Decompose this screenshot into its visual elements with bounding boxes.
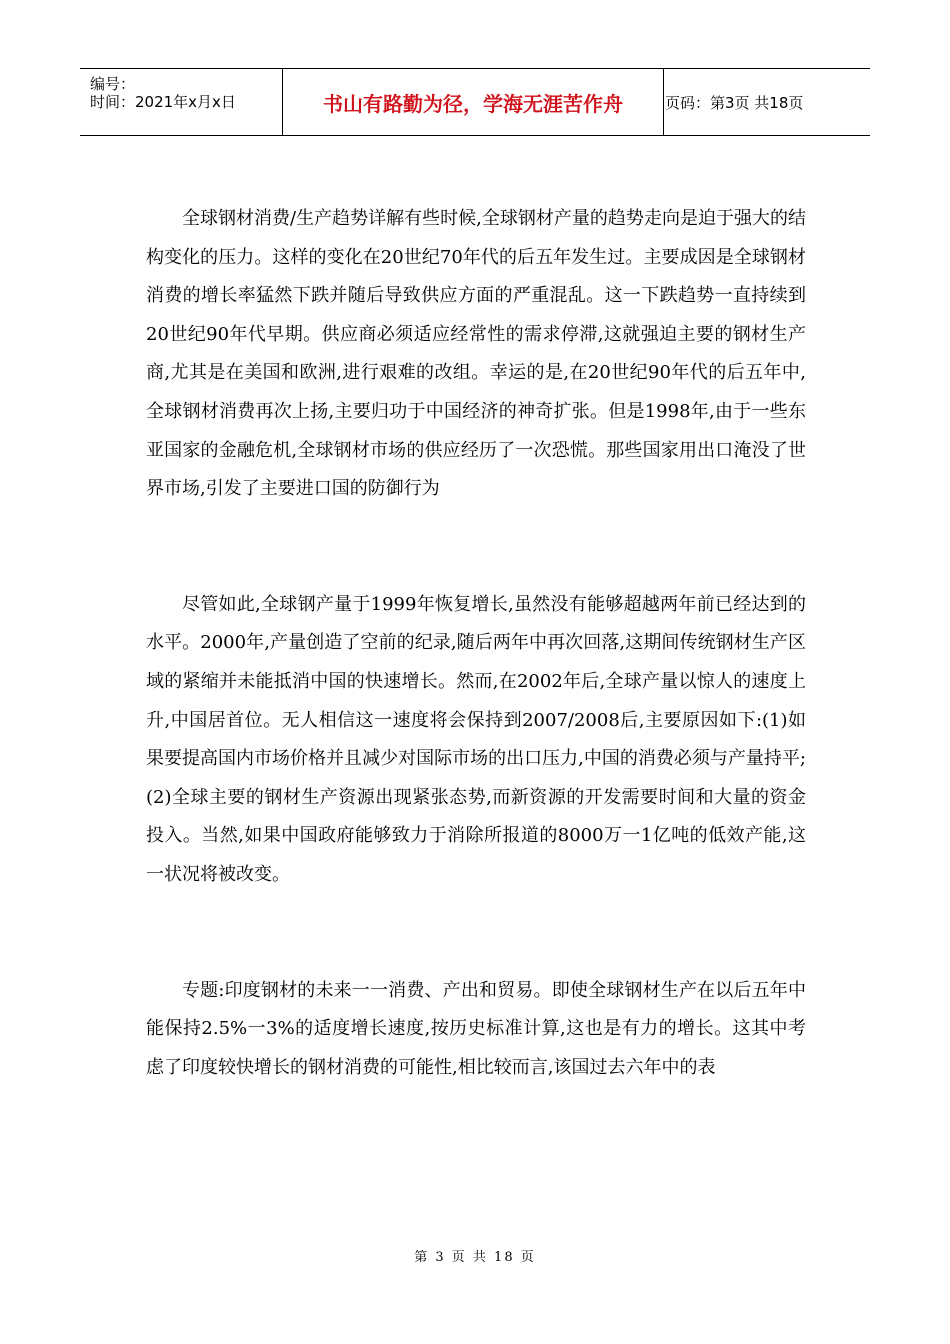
header-meta [80, 69, 282, 135]
header-page-info: 页码：第3页 共18页 [665, 93, 804, 112]
paragraph-2: 尽管如此,全球钢产量于1999年恢复增长,虽然没有能够超越两年前已经达到的水平。2000年,产量创造了空前的纪录,随后两年中再次回落,这期间传统钢材生产区域的紧缩并未能抵消中国的快速增长。然而,在2002年后,全球产量以惊人的速度上升,中国居首位。无人相信这一速度将会保持到2007/2008后,主要原因如下:(1)如果要提高国内市场价格并且减少对国际市场的出口压力,中国的消费必须与产量持平;(2)全球主要的钢材生产资源出现紧张态势,而新资源的开发需要时间和大量的资金投入。当然,如果中国政府能够致力于消除所报道的8000万一1亿吨的低效产能,这一状况将被改变。 [146, 593, 806, 885]
page-footer: 第 3 页 共 18 页 [414, 1250, 536, 1265]
paragraph-3: 专题:印度钢材的未来一一消费、产出和贸易。即使全球钢材生产在以后五年中能保持2.5%一3%的适度增长速度,按历史标准计算,这也是有力的增长。这其中考虑了印度较快增长的钢材消费的可能性,相比较而言,该国过去六年中的表 [146, 979, 806, 1078]
document-body [146, 200, 806, 1164]
page-header [80, 68, 870, 136]
document-date-label: 时间：2021年x月x日 [90, 93, 236, 111]
paragraph-1: 全球钢材消费/生产趋势详解有些时候,全球钢材产量的趋势走向是迫于强大的结构变化的压力。这样的变化在20世纪70年代的后五年发生过。主要成因是全球钢材消费的增长率猛然下跌并随后导致供应方面的严重混乱。这一下跌趋势一直持续到20世纪90年代早期。供应商必须适应经常性的需求停滞,这就强迫主要的钢材生产商,尤其是在美国和欧洲,进行艰难的改组。幸运的是,在20世纪90年代的后五年中,全球钢材消费再次上扬,主要归功于中国经济的神奇扩张。但是1998年,由于一些东亚国家的金融危机,全球钢材市场的供应经历了一次恐慌。那些国家用出口淹没了世界市场,引发了主要进口国的防御行为 [146, 208, 806, 500]
document-number-label: 编号： [90, 75, 136, 93]
header-motto: 书山有路勤为径，学海无涯苦作舟 [282, 69, 664, 135]
